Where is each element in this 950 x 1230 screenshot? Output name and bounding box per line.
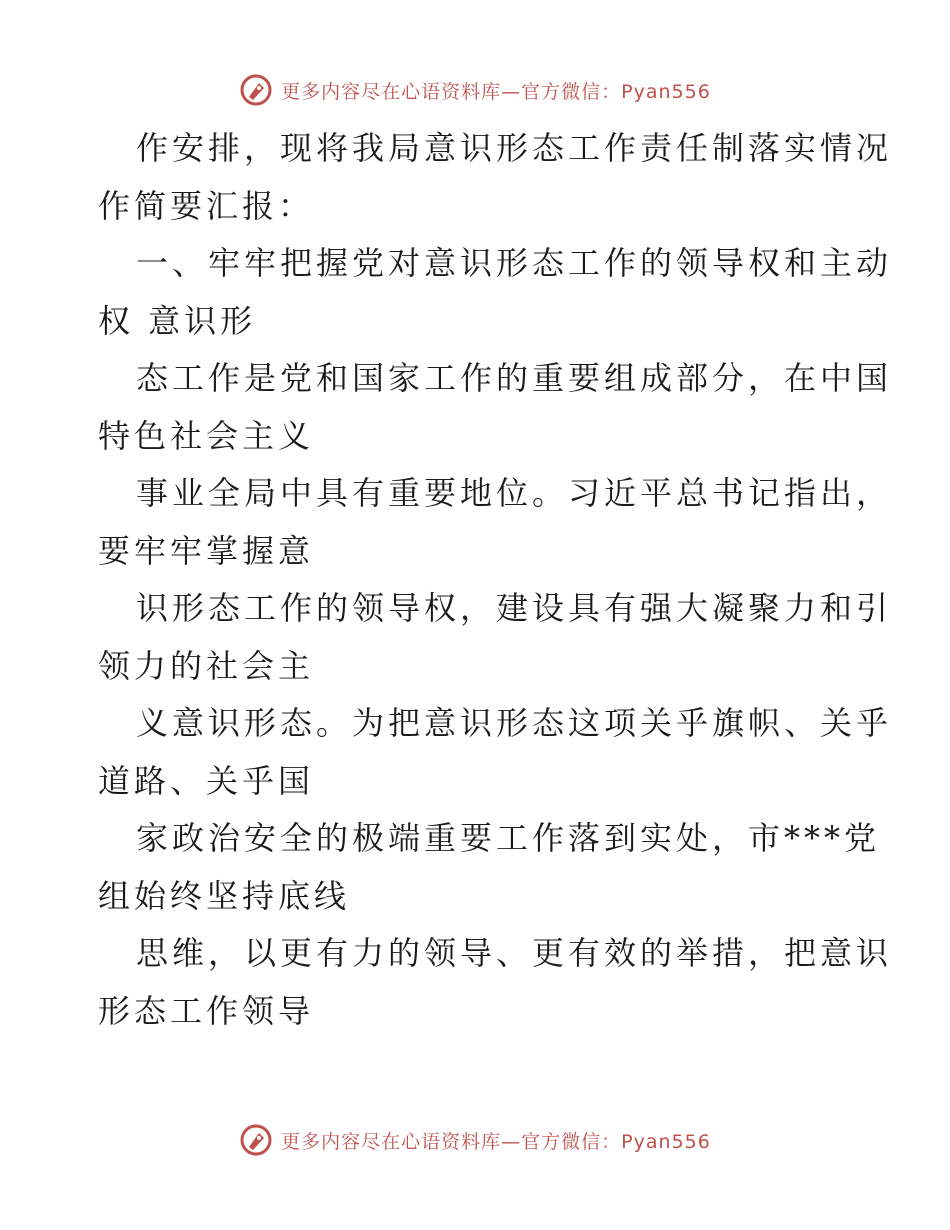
body-text-line: 道路、关乎国 xyxy=(98,761,315,800)
pen-nib-logo-icon xyxy=(239,73,273,107)
body-text-line: 事业全局中具有重要地位。习近平总书记指出， xyxy=(136,474,893,512)
body-text-line: 作安排，现将我局意识形态工作责任制落实情况 xyxy=(136,129,893,167)
body-text-line: 组始终坚持底线 xyxy=(98,876,351,915)
document-body xyxy=(98,120,893,1040)
body-text-line: 态工作是党和国家工作的重要组成部分，在中国 xyxy=(136,359,893,397)
body-text-line: 作简要汇报： xyxy=(98,186,315,225)
body-text-line: 要牢牢掌握意 xyxy=(98,531,315,570)
body-text-line: 特色社会主义 xyxy=(98,416,315,455)
header-watermark xyxy=(0,70,950,110)
body-text-line: 义意识形态。为把意识形态这项关乎旗帜、关乎 xyxy=(136,704,893,742)
body-text-line: 识形态工作的领导权，建设具有强大凝聚力和引 xyxy=(136,589,893,627)
body-text-line: 权 意识形 xyxy=(98,301,257,340)
watermark-text: 更多内容尽在心语资料库—官方微信：Pyan556 xyxy=(281,80,711,103)
body-text-line: 领力的社会主 xyxy=(98,646,315,685)
body-text-line: 一、牢牢把握党对意识形态工作的领导权和主动 xyxy=(136,244,893,282)
body-text-line: 家政治安全的极端重要工作落到实处，市***党 xyxy=(136,819,881,857)
watermark-text: 更多内容尽在心语资料库—官方微信：Pyan556 xyxy=(281,1130,711,1153)
pen-nib-logo-icon xyxy=(239,1123,273,1157)
body-text-line: 形态工作领导 xyxy=(98,991,315,1030)
body-text-line: 思维，以更有力的领导、更有效的举措，把意识 xyxy=(136,934,893,972)
footer-watermark xyxy=(0,1120,950,1160)
